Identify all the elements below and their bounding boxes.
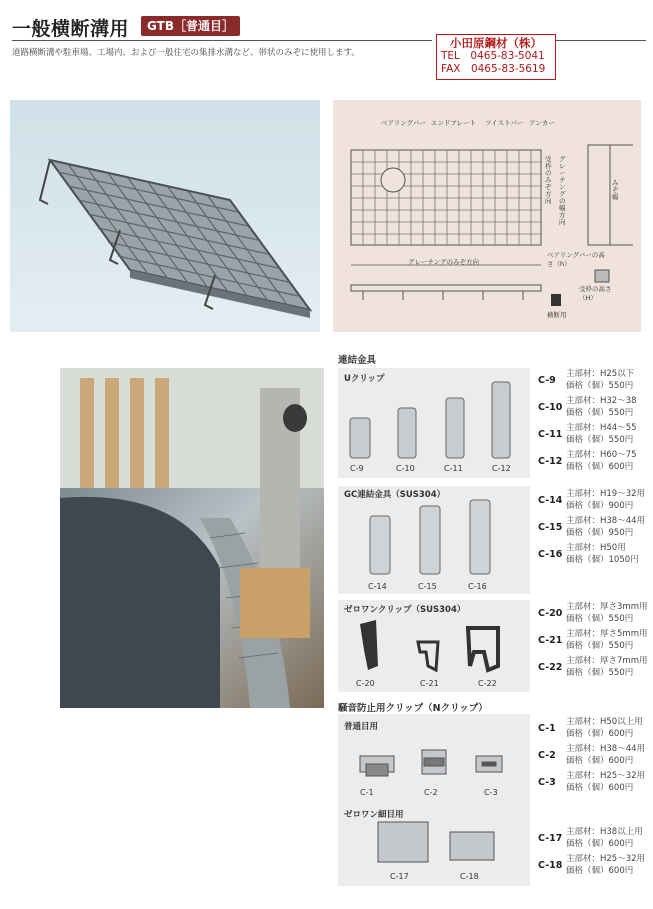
label-c10: C-10 — [396, 464, 415, 473]
product-material: 主部材：H50用 — [566, 543, 626, 553]
product-price: 価格（個）600円 — [566, 756, 634, 766]
product-price: 価格（個）1050円 — [566, 555, 639, 565]
product-c21 — [538, 628, 648, 651]
normal-title: 普通目用 — [344, 722, 379, 732]
product-c15 — [538, 515, 646, 538]
label-anchor: アンカー — [529, 119, 555, 127]
product-c18 — [538, 853, 646, 876]
label-end-plate: エンドプレート — [431, 119, 477, 127]
label-c20: C-20 — [356, 679, 375, 688]
product-code: C-18 — [538, 860, 563, 871]
label-c12: C-12 — [492, 464, 511, 473]
gc-title: GC連結金具（SUS304） — [344, 490, 446, 500]
product-material: 主部材：厚さ7mm用 — [566, 656, 648, 666]
product-code: C-9 — [538, 375, 556, 386]
label-c3: C-3 — [484, 788, 498, 797]
installation-photo — [60, 368, 324, 708]
label-grating-width: グレーチングの幅方向 — [559, 155, 566, 226]
header-rule — [12, 40, 432, 41]
label-c14: C-14 — [368, 582, 387, 591]
zero-one-panel — [338, 600, 530, 692]
product-price: 価格（個）600円 — [566, 729, 634, 739]
product-code: C-17 — [538, 833, 563, 844]
label-bearing-height: ベアリングバーの高さ（h） — [547, 251, 605, 268]
product-material: 主部材：厚さ3mm用 — [566, 602, 648, 612]
product-badge: GTB［普通目］ — [141, 16, 240, 36]
product-price: 価格（個）600円 — [566, 866, 634, 876]
product-code: C-10 — [538, 402, 563, 413]
label-groove-width: みぞ幅 — [612, 179, 619, 201]
product-material: 主部材：H50以上用 — [566, 717, 643, 727]
label-c22: C-22 — [478, 679, 497, 688]
product-material: 主部材：H32～38 — [566, 396, 637, 406]
grating-photo — [10, 100, 320, 332]
product-code: C-16 — [538, 549, 563, 560]
product-c1 — [538, 716, 643, 739]
product-material: 主部材：H19～32用 — [566, 489, 646, 499]
product-price: 価格（個）550円 — [566, 668, 634, 678]
page-subtitle: 道路横断溝や駐車場、工場内、および一般住宅の集排水溝など、帯状のみぞに使用します。 — [12, 48, 360, 58]
label-c2: C-2 — [424, 788, 438, 797]
product-material: 主部材：H44～55 — [566, 423, 637, 433]
product-material: 主部材：H38以上用 — [566, 827, 643, 837]
section-connectors: 連結金具 — [338, 355, 377, 366]
label-groove-direction: 受枠のみぞ方向 — [545, 155, 552, 205]
product-c3 — [538, 770, 646, 793]
product-code: C-1 — [538, 723, 556, 734]
u-clip-title: Uクリップ — [344, 374, 385, 384]
product-code: C-22 — [538, 662, 563, 673]
product-code: C-21 — [538, 635, 563, 646]
grating-illustration — [10, 100, 320, 332]
product-c2 — [538, 743, 646, 766]
u-clip-panel — [338, 368, 530, 478]
page-title: 一般横断溝用 — [12, 18, 130, 40]
product-c22 — [538, 655, 648, 678]
product-material: 主部材：H25～32用 — [566, 771, 646, 781]
product-c12 — [538, 449, 637, 472]
n-clip-panel — [338, 714, 530, 886]
product-price: 価格（個）600円 — [566, 839, 634, 849]
product-code: C-12 — [538, 456, 563, 467]
product-c11 — [538, 422, 637, 445]
product-c9 — [538, 368, 635, 391]
product-price: 価格（個）550円 — [566, 381, 634, 391]
product-code: C-14 — [538, 495, 563, 506]
product-material: 主部材：H60～75 — [566, 450, 637, 460]
installation-illustration — [60, 368, 324, 708]
product-material: 主部材：H25～32用 — [566, 854, 646, 864]
product-material: 主部材：H25以下 — [566, 369, 635, 379]
product-c20 — [538, 601, 648, 624]
label-cross-section: 横断用 — [547, 311, 567, 319]
label-c11: C-11 — [444, 464, 463, 473]
gc-images — [338, 486, 530, 594]
header-rule-right — [556, 40, 646, 41]
product-price: 価格（個）900円 — [566, 501, 634, 511]
label-c16: C-16 — [468, 582, 487, 591]
gc-panel — [338, 486, 530, 594]
product-c14 — [538, 488, 646, 511]
zero-fine-title: ゼロワン細目用 — [344, 810, 404, 820]
product-c16 — [538, 542, 639, 565]
product-c17 — [538, 826, 643, 849]
label-c15: C-15 — [418, 582, 437, 591]
label-c9: C-9 — [350, 464, 364, 473]
product-material: 主部材：H38～44用 — [566, 744, 646, 754]
product-price: 価格（個）550円 — [566, 435, 634, 445]
product-price: 価格（個）550円 — [566, 408, 634, 418]
company-box — [436, 34, 556, 80]
technical-diagram — [333, 100, 641, 332]
company-fax: FAX 0465-83-5619 — [441, 63, 546, 75]
product-material: 主部材：H38～44用 — [566, 516, 646, 526]
label-c21: C-21 — [420, 679, 439, 688]
product-price: 価格（個）550円 — [566, 641, 634, 651]
company-tel: TEL 0465-83-5041 — [441, 50, 545, 62]
product-code: C-20 — [538, 608, 563, 619]
u-clip-images — [338, 368, 530, 478]
label-c17: C-17 — [390, 872, 409, 881]
label-c18: C-18 — [460, 872, 479, 881]
label-bearing-bar: ベアリングバー — [381, 119, 426, 127]
product-code: C-11 — [538, 429, 563, 440]
label-grating-length: グレーチングのみぞ方向 — [408, 258, 480, 266]
label-c1: C-1 — [360, 788, 374, 797]
product-code: C-15 — [538, 522, 563, 533]
section-noise: 騒音防止用クリップ（Nクリップ） — [338, 703, 488, 714]
product-material: 主部材：厚さ5mm用 — [566, 629, 648, 639]
label-frame-height: 受枠の高さ（H） — [579, 285, 612, 302]
company-name: 小田原鋼材（株） — [450, 36, 542, 50]
label-twist-bar: ツイストバー — [485, 119, 524, 127]
product-price: 価格（個）600円 — [566, 462, 634, 472]
product-price: 価格（個）550円 — [566, 614, 634, 624]
product-c10 — [538, 395, 637, 418]
product-code: C-2 — [538, 750, 556, 761]
product-price: 価格（個）600円 — [566, 783, 634, 793]
cross-section-icon — [551, 294, 561, 306]
zero-one-title: ゼロワンクリップ（SUS304） — [344, 605, 466, 615]
product-price: 価格（個）950円 — [566, 528, 634, 538]
product-code: C-3 — [538, 777, 556, 788]
n-clip-images — [338, 714, 530, 886]
